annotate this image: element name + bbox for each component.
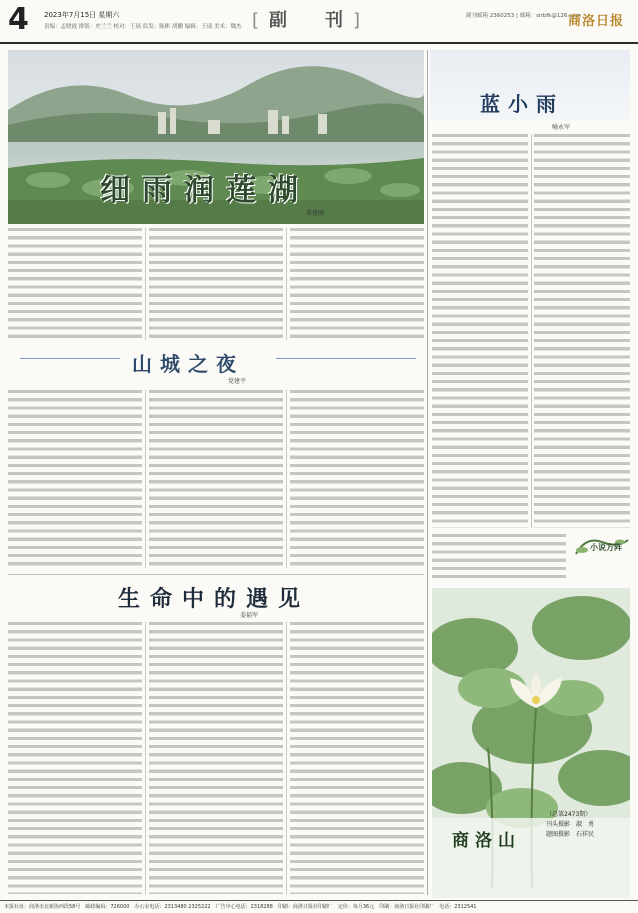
article-body-lan-xiaoyu-col2	[534, 134, 630, 528]
supplement-issue-info	[546, 810, 630, 840]
bracket-left: [	[252, 10, 270, 31]
article-body-mountain-city-col2	[149, 390, 283, 568]
article-body-lan-xiaoyu-col1	[432, 134, 528, 528]
footer-imprint: 本报社址：商洛市北新街西段58号 邮政编码：726000 办公室电话：2313480 2325222 广告中心电话：2318288 印刷：商洛日报社印刷厂 定价：每月36元 印刷：商洛日报社印刷厂 电话：2312541	[0, 900, 638, 913]
editors-line: 责编：孟晓霞 排版：史兰兰 校对：王瑶 监发：陈彬 胡鹏 编辑：王瑶 美术：魏杰	[44, 24, 242, 30]
section-divider	[8, 574, 424, 575]
lotus-photo	[432, 588, 630, 898]
article-title-life-encounter: 生命中的遇见	[118, 586, 311, 612]
column-divider	[145, 390, 146, 568]
article-title-lan-xiaoyu: 蓝小雨	[480, 92, 564, 116]
supplement-title: 商洛山	[452, 831, 521, 851]
byline-lan-xiaoyu: 喻永军	[552, 124, 571, 131]
column-divider	[286, 622, 287, 894]
column-divider	[531, 134, 532, 528]
article-body-mountain-city-col3	[290, 390, 424, 568]
byline-life-encounter: 姜福军	[240, 612, 259, 619]
article-title-lotus-lake: 细雨润莲湖	[100, 173, 310, 208]
title-decoration-line	[20, 358, 120, 359]
byline-lotus-lake: 董建刚	[306, 210, 325, 217]
article-body-life-encounter-col2	[149, 622, 283, 894]
masthead	[0, 0, 638, 44]
column-divider	[286, 390, 287, 568]
bracket-right: ]	[353, 10, 371, 31]
right-column-divider	[427, 50, 428, 895]
article-title-mountain-city-night: 山城之夜	[132, 352, 244, 376]
issue-date: 2023年7月15日 星期六	[44, 11, 120, 19]
newspaper-logo: 商洛日报	[568, 14, 625, 29]
article-body-life-encounter-col3	[290, 622, 424, 894]
article-body-lotus-lake-col1	[8, 228, 142, 340]
column-divider	[286, 228, 287, 340]
article-body-lan-xiaoyu-end	[432, 534, 566, 582]
article-body-lotus-lake-col2	[149, 228, 283, 340]
page-number: 4	[8, 2, 29, 37]
title-decoration-line	[276, 358, 416, 359]
section-label: 副 刊	[269, 10, 354, 31]
title-photo-credit: 题图摄影 石祥民	[546, 831, 595, 838]
issue-number: （总第2473期）	[546, 811, 592, 818]
article-body-life-encounter-col1	[8, 622, 142, 894]
article-body-lotus-lake-col3	[290, 228, 424, 340]
contact-line: 副刊邮箱 2360253 | 邮箱：slrbfk@126.com	[466, 13, 581, 19]
article-body-mountain-city-col1	[8, 390, 142, 568]
byline-mountain-city-night: 党建平	[228, 378, 247, 385]
section-title	[252, 6, 370, 32]
header-photo-credit: 刊头摄影 淑 勇	[546, 821, 595, 828]
column-tag-label: 小说方阵	[590, 543, 622, 552]
column-divider	[145, 622, 146, 894]
column-divider	[145, 228, 146, 340]
